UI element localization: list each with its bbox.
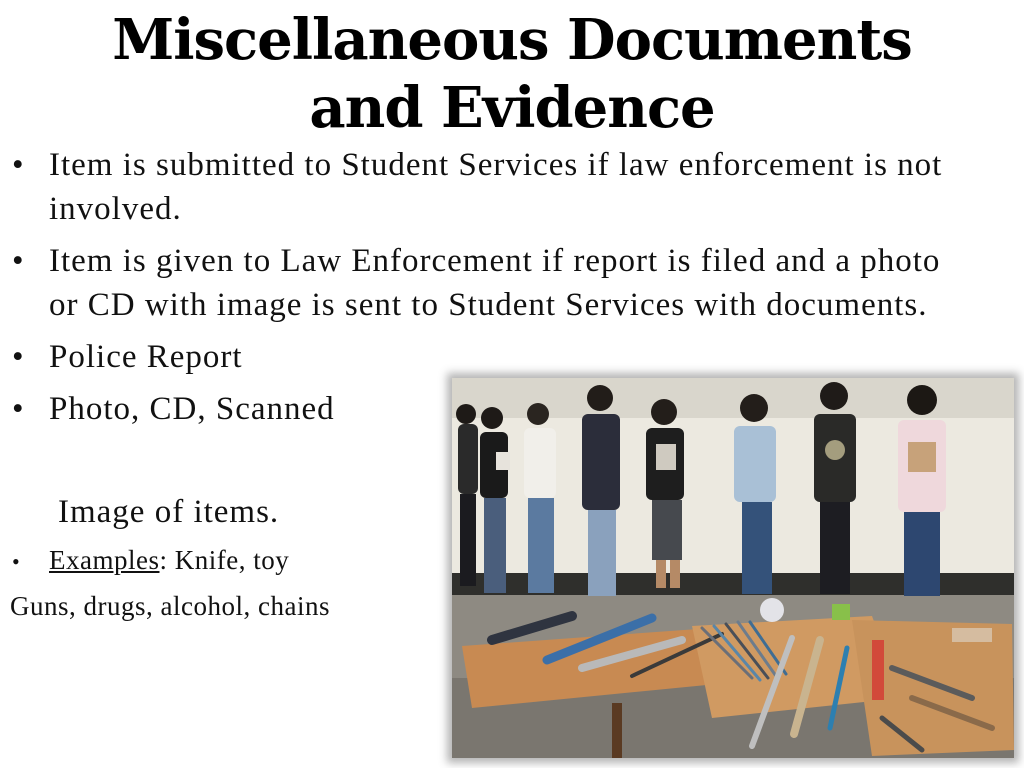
examples-continuation: Guns, drugs, alcohol, chains <box>10 591 330 621</box>
bullet-item <box>12 239 972 327</box>
bullet-text: Photo, CD, Scanned <box>49 391 335 427</box>
examples-text: : Knife, toy <box>159 545 290 575</box>
bullet-item <box>12 143 972 231</box>
title-line-1: Miscellaneous Documents <box>112 7 912 73</box>
bullet-text: Item is given to Law Enforcement if report is filed and a photo or CD with image is sent to Student Services with documents. <box>49 243 941 323</box>
continuation-line: Image of items. <box>58 494 280 530</box>
bullet-marker: • <box>12 391 25 427</box>
evidence-photo-illustration <box>452 378 1014 758</box>
bullet-marker: • <box>12 147 25 183</box>
bullet-item <box>12 335 972 379</box>
examples-bullet <box>12 542 289 580</box>
bullet-text: Police Report <box>49 339 243 375</box>
bullet-marker: • <box>12 243 25 279</box>
examples-label: Examples <box>49 545 160 575</box>
bullet-marker: • <box>12 549 21 574</box>
evidence-photo <box>452 378 1014 758</box>
title-line-2: and Evidence <box>309 75 715 141</box>
slide-title <box>0 6 1024 142</box>
bullet-text: Item is submitted to Student Services if law enforcement is not involved. <box>49 147 943 227</box>
bullet-marker: • <box>12 339 25 375</box>
